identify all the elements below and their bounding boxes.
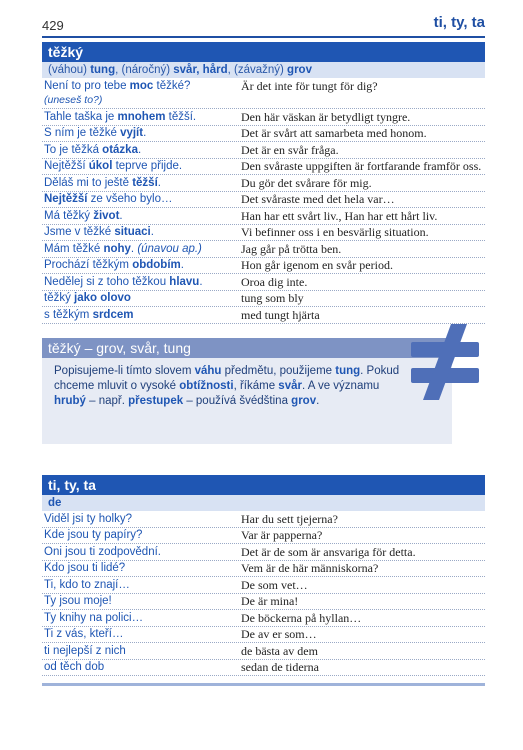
swedish-translation: De är mina! xyxy=(241,594,299,608)
phrase-table xyxy=(42,511,485,676)
phrase-row xyxy=(42,126,485,143)
czech-phrase xyxy=(42,192,241,208)
phrase-row xyxy=(42,142,485,159)
phrase-row xyxy=(42,627,485,644)
swedish-translation: De av er som… xyxy=(241,627,317,641)
text-run: . A ve významu xyxy=(301,380,380,392)
czech-phrase xyxy=(42,307,241,323)
keyword: srdcem xyxy=(92,308,134,321)
text-run: – např. xyxy=(85,395,129,407)
swedish-translation: Har du sett tjejerna? xyxy=(241,511,338,526)
czech-phrase xyxy=(42,208,241,224)
phrase-row xyxy=(42,577,485,594)
text-run: ti nejlepší z nich xyxy=(44,644,126,657)
text-run: . xyxy=(199,275,203,288)
usage-note-title: těžký – grov, svår, tung xyxy=(42,338,452,358)
czech-phrase xyxy=(42,528,241,544)
text-run: Nedělej si z toho těžkou xyxy=(44,275,170,288)
czech-phrase xyxy=(42,159,241,175)
phrase-row xyxy=(42,241,485,258)
phrase-row xyxy=(42,594,485,611)
czech-phrase xyxy=(42,225,241,241)
text-run: . xyxy=(119,209,123,222)
text-run: . Pokud chceme mluvit o vysoké xyxy=(54,365,400,392)
usage-hint: (uneseš to?) xyxy=(44,94,103,106)
czech-phrase xyxy=(42,544,241,560)
keyword: jako olovo xyxy=(74,292,131,304)
sense-row xyxy=(42,62,485,78)
text-run: Popisujeme-li tímto slovem xyxy=(54,365,195,377)
text-run: Mám těžké xyxy=(44,242,104,255)
czech-phrase xyxy=(42,511,241,527)
keyword: moc xyxy=(129,79,154,92)
phrase-row xyxy=(42,511,485,528)
running-head: ti, ty, ta xyxy=(433,14,485,31)
czech-phrase xyxy=(42,258,241,274)
keyword: mnohem xyxy=(117,110,166,123)
entry-header: těžký xyxy=(42,42,485,62)
swedish-translation: Var är papperna? xyxy=(241,528,323,542)
keyword: tung xyxy=(335,365,361,377)
usage-note xyxy=(42,338,452,444)
sense-qualifier: , (náročný) xyxy=(115,64,174,76)
keyword: grov xyxy=(291,395,317,407)
czech-phrase xyxy=(42,660,241,676)
swedish-translation: Vem är de här människorna? xyxy=(241,561,379,575)
swedish-translation: De böckerna på hyllan… xyxy=(241,610,362,625)
phrase-row xyxy=(42,159,485,176)
swedish-translation: Hon går igenom en svår period. xyxy=(241,258,393,272)
swedish-translation: Den här väskan är betydligt tyngre. xyxy=(241,109,411,124)
usage-note-body xyxy=(42,358,419,409)
keyword: hrubý xyxy=(54,395,86,407)
text-run: Kde jsou ty papíry? xyxy=(44,529,143,541)
text-run: Ti, kdo to znají… xyxy=(44,578,130,591)
text-run: Ty knihy na polici… xyxy=(44,611,144,624)
keyword: nohy xyxy=(103,242,131,255)
phrase-row xyxy=(42,78,485,109)
text-run: Tahle taška je xyxy=(44,110,118,123)
text-run: , říkáme xyxy=(233,380,279,392)
text-run: Oni jsou ti zodpovědní. xyxy=(44,545,161,558)
swedish-translation: tung som bly xyxy=(241,291,304,305)
not-equal-icon xyxy=(407,322,483,402)
czech-phrase xyxy=(42,610,241,626)
keyword: Nejtěžší xyxy=(44,193,88,205)
czech-phrase xyxy=(42,594,241,610)
page-number: 429 xyxy=(42,18,64,33)
czech-phrase xyxy=(42,241,241,257)
text-run: teprve přijde. xyxy=(112,160,183,172)
sense-qualifier: (váhou) xyxy=(48,64,91,76)
text-run: Má těžký xyxy=(44,209,94,222)
text-run: Ti z vás, kteří… xyxy=(44,628,124,640)
phrase-row xyxy=(42,610,485,627)
czech-phrase xyxy=(42,175,241,191)
phrase-row xyxy=(42,643,485,660)
czech-phrase xyxy=(42,291,241,307)
text-run: To je těžká xyxy=(44,143,103,156)
text-run: . xyxy=(180,259,184,271)
text-run: Děláš mi to ještě xyxy=(44,176,133,189)
phrase-row xyxy=(42,225,485,242)
text-run: . xyxy=(150,226,154,238)
keyword: váhu xyxy=(194,365,222,377)
keyword: situaci xyxy=(114,226,151,238)
czech-phrase xyxy=(42,109,241,125)
text-run: . xyxy=(316,395,320,407)
text-run: ze všeho bylo… xyxy=(87,193,173,205)
text-run: těžké? xyxy=(153,79,191,92)
swedish-translation: Du gör det svårare för mig. xyxy=(241,175,372,190)
swedish-translation: Är det inte för tungt för dig? xyxy=(241,78,378,93)
swedish-translation: Han har ett svårt liv., Han har ett hårt liv. xyxy=(241,208,438,223)
sense-translation: grov xyxy=(287,64,312,76)
swedish-translation: Oroa dig inte. xyxy=(241,274,308,289)
swedish-translation: de bästa av dem xyxy=(241,643,318,658)
keyword: obdobím xyxy=(132,259,181,271)
swedish-translation: Den svåraste uppgiften är fortfarande framför oss. xyxy=(241,159,482,173)
text-run: předmětu, použijeme xyxy=(221,365,336,377)
czech-phrase xyxy=(42,577,241,593)
phrase-row xyxy=(42,192,485,209)
text-run: Není to pro tebe xyxy=(44,79,130,92)
text-run: od těch dob xyxy=(44,661,105,673)
keyword: hlavu xyxy=(169,275,200,288)
header-rule xyxy=(42,36,485,38)
text-run: S ním je těžké xyxy=(44,127,121,139)
keyword: obtížnosti xyxy=(179,380,234,392)
sense-translation: svår, hård xyxy=(173,64,228,76)
sense-row xyxy=(42,495,485,511)
czech-phrase xyxy=(42,78,241,108)
text-run: Ty jsou moje! xyxy=(44,595,112,607)
text-run: Nejtěžší xyxy=(44,160,89,172)
czech-phrase xyxy=(42,142,241,158)
phrase-row xyxy=(42,274,485,291)
sense-translation: tung xyxy=(90,64,116,76)
keyword: vyjít xyxy=(120,127,144,139)
czech-phrase xyxy=(42,126,241,142)
czech-phrase xyxy=(42,627,241,643)
swedish-translation: Jag går på trötta ben. xyxy=(241,241,342,256)
text-run: Viděl jsi ty holky? xyxy=(44,512,132,525)
phrase-row xyxy=(42,561,485,578)
footer-rule xyxy=(42,683,485,686)
czech-phrase xyxy=(42,274,241,290)
swedish-translation: med tungt hjärta xyxy=(241,307,320,322)
keyword: přestupek xyxy=(128,395,184,407)
text-run: těžší. xyxy=(165,110,197,123)
phrase-row xyxy=(42,528,485,545)
keyword: těžší xyxy=(132,176,158,189)
swedish-translation: De som vet… xyxy=(241,577,308,592)
text-run: . xyxy=(130,242,138,255)
phrase-row xyxy=(42,175,485,192)
phrase-row xyxy=(42,660,485,677)
sense-qualifier: , (závažný) xyxy=(227,64,288,76)
text-run: těžký xyxy=(44,292,75,304)
swedish-translation: Det är svårt att samarbeta med honom. xyxy=(241,126,427,140)
entry-header: ti, ty, ta xyxy=(42,475,485,495)
text-run: s těžkým xyxy=(44,308,93,321)
phrase-row xyxy=(42,109,485,126)
swedish-translation: sedan de tiderna xyxy=(241,660,319,674)
swedish-translation: Det svåraste med det hela var… xyxy=(241,192,395,206)
text-run: (únavou ap.) xyxy=(137,242,202,255)
text-run: – používá švédština xyxy=(183,395,292,407)
phrase-row xyxy=(42,258,485,275)
keyword: otázka xyxy=(102,143,138,156)
phrase-row xyxy=(42,291,485,308)
czech-phrase xyxy=(42,643,241,659)
sense-label: de xyxy=(48,497,62,509)
keyword: úkol xyxy=(88,160,113,172)
keyword: život xyxy=(93,209,120,222)
swedish-translation: Vi befinner oss i en besvärlig situation. xyxy=(241,225,429,239)
czech-phrase xyxy=(42,561,241,577)
text-run: Prochází těžkým xyxy=(44,259,133,271)
text-run: . xyxy=(157,176,161,189)
phrase-row xyxy=(42,208,485,225)
phrase-row xyxy=(42,544,485,561)
text-run: Kdo jsou ti lidé? xyxy=(44,562,126,574)
swedish-translation: Det är en svår fråga. xyxy=(241,142,339,157)
text-run: . xyxy=(143,127,147,139)
keyword: svår xyxy=(278,380,302,392)
swedish-translation: Det är de som är ansvariga för detta. xyxy=(241,544,416,559)
text-run: . xyxy=(137,143,142,156)
phrase-table xyxy=(42,78,485,324)
text-run: Jsme v těžké xyxy=(44,226,115,238)
